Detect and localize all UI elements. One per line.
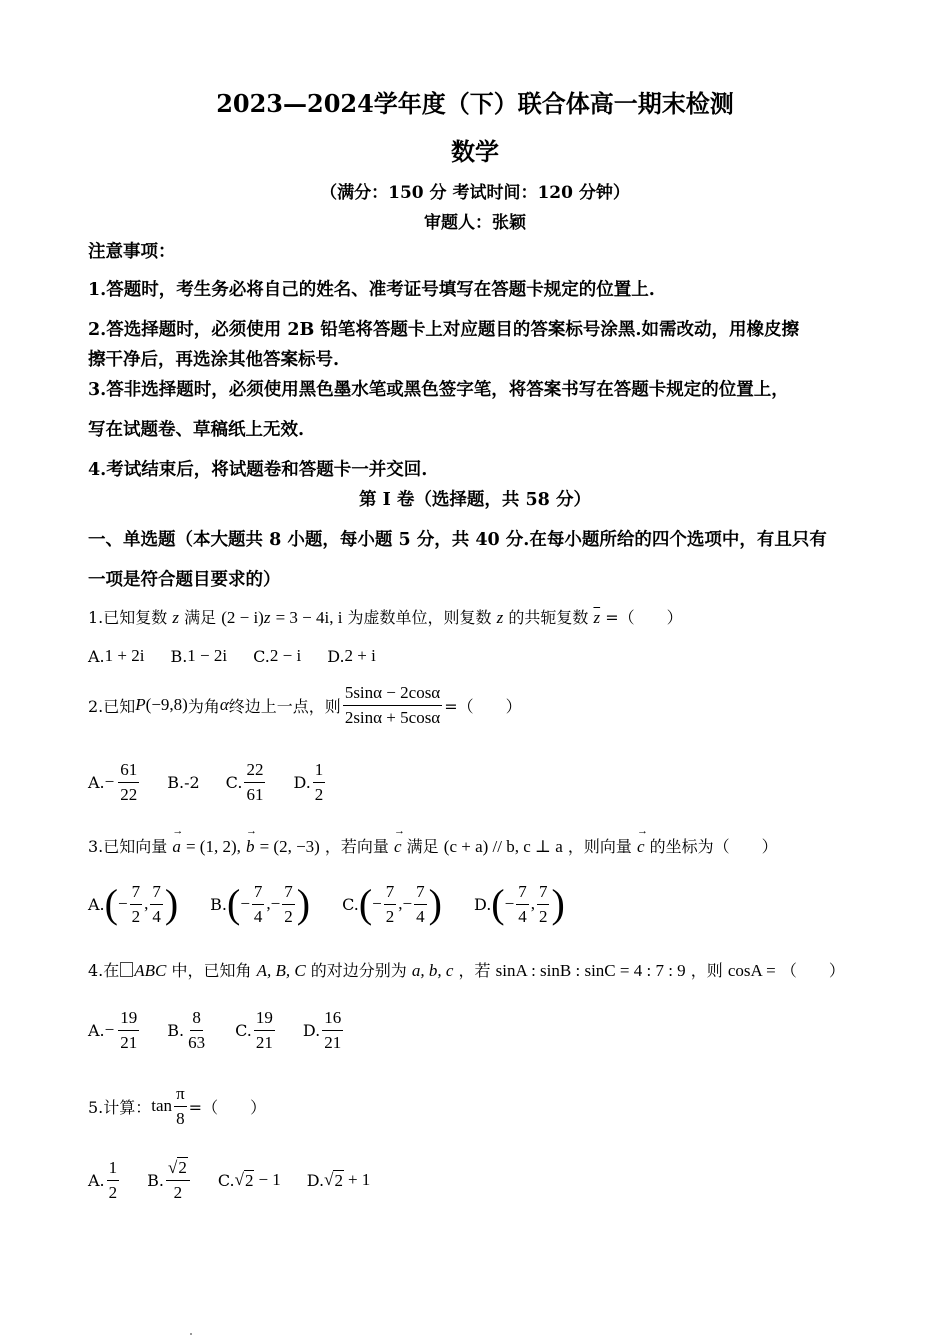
q2-option-c[interactable] bbox=[226, 760, 268, 804]
q1-option-a-value: 1 + 2i bbox=[104, 646, 145, 665]
q3-option-b[interactable] bbox=[210, 882, 310, 926]
q2-option-d-den: 2 bbox=[314, 784, 324, 804]
q3-option-c-label: C. bbox=[342, 894, 359, 914]
sqrt-icon: √ bbox=[234, 1170, 244, 1190]
q4-triangle-name: ABC bbox=[134, 961, 167, 980]
q2-fraction-den: 2sinα + 5cosα bbox=[344, 707, 441, 727]
q1-text-2: 为虚数单位，则复数 bbox=[347, 608, 492, 627]
q4-text-1: 中，已知角 bbox=[171, 961, 252, 980]
q4-text-4: ，则 bbox=[690, 961, 723, 980]
q3-prefix: 3.已知向量 bbox=[88, 837, 168, 856]
q4-option-d[interactable] bbox=[303, 1008, 345, 1052]
q3-option-d-frac-1 bbox=[516, 882, 529, 926]
right-paren-icon: ) bbox=[164, 881, 179, 927]
q4-text-2: 的对边分别为 bbox=[310, 961, 407, 980]
q3-option-c-sign-2: − bbox=[402, 894, 413, 914]
q2-text-3: =（ ） bbox=[444, 696, 522, 716]
q1-option-a[interactable] bbox=[88, 646, 144, 666]
q3-option-d[interactable] bbox=[474, 882, 565, 926]
q5-option-b-frac bbox=[166, 1158, 190, 1202]
q5-option-a-frac bbox=[107, 1158, 120, 1202]
q5-option-c-radicand: 2 bbox=[244, 1170, 254, 1190]
q3-option-b-den-2: 2 bbox=[284, 906, 293, 926]
q2-option-a-num: 61 bbox=[118, 760, 139, 783]
q4-option-d-den: 21 bbox=[324, 1032, 342, 1052]
triangle-symbol-icon bbox=[120, 962, 133, 977]
notice-item-2-line-2: 擦干净后，再选涂其他答案标号. bbox=[88, 350, 340, 370]
q3-option-a-den-1: 2 bbox=[131, 906, 141, 926]
q4-option-a-sign: − bbox=[104, 1020, 115, 1040]
q3-option-d-sign-1: − bbox=[504, 894, 515, 914]
section-heading-line-1: 一、单选题（本大题共 8 小题，每小题 5 分，共 40 分.在每小题所给的四个选项中，有且只有 bbox=[88, 530, 827, 550]
q5-fraction-den: 8 bbox=[176, 1108, 185, 1128]
q3-option-c-num-2: 7 bbox=[414, 882, 427, 905]
q1-equation: = 3 − 4i, i bbox=[275, 608, 343, 627]
sqrt-icon: √ bbox=[167, 1158, 178, 1177]
q3-text-3: ，则向量 bbox=[567, 837, 632, 856]
q4-option-b-label: B. bbox=[167, 1020, 185, 1040]
q1-option-c[interactable] bbox=[253, 646, 301, 666]
notice-item-3-line-1: 3.答非选择题时，必须使用黑色墨水笔或黑色签字笔，将答案书写在答题卡规定的位置上， bbox=[88, 380, 789, 400]
q3-vector-b-value: = (2, −3) bbox=[259, 837, 320, 856]
q1-var-z-2: z bbox=[263, 608, 271, 627]
sqrt-icon: √ bbox=[324, 1170, 334, 1190]
q5-option-b-num bbox=[166, 1158, 190, 1181]
q5-option-c[interactable] bbox=[218, 1170, 281, 1191]
q2-options bbox=[88, 760, 327, 804]
q4-option-a-num: 19 bbox=[118, 1008, 139, 1031]
q3-option-d-label: D. bbox=[473, 894, 492, 914]
q4-option-b-frac bbox=[186, 1008, 207, 1052]
q3-option-d-num-2: 7 bbox=[537, 882, 550, 905]
q1-var-z: z bbox=[172, 608, 179, 627]
q4-options bbox=[88, 1008, 345, 1052]
q2-prefix: 2.已知 bbox=[88, 696, 136, 716]
question-5 bbox=[88, 1084, 266, 1128]
q1-text-4: =（ ） bbox=[605, 608, 683, 627]
q5-option-a-num: 1 bbox=[107, 1158, 120, 1181]
q3-option-b-num-2: 7 bbox=[282, 882, 295, 905]
q4-option-a-label: A. bbox=[88, 1020, 105, 1040]
q3-option-c-sign-1: − bbox=[372, 894, 382, 914]
q3-option-a-num-2: 7 bbox=[150, 882, 163, 905]
q2-option-c-den: 61 bbox=[246, 784, 264, 804]
q2-option-c-label: C. bbox=[225, 772, 243, 792]
q5-option-d-radicand: 2 bbox=[334, 1170, 343, 1190]
q3-vector-a-value: = (1, 2), bbox=[185, 837, 241, 856]
question-4 bbox=[88, 958, 845, 981]
q1-paren: (2 − i) bbox=[221, 608, 264, 627]
q1-option-b-label: B. bbox=[170, 646, 188, 666]
q2-text-2: 终边上一点，则 bbox=[228, 696, 341, 716]
subject-title: 数学 bbox=[451, 137, 499, 166]
q1-option-a-label: A. bbox=[88, 646, 105, 666]
q4-option-c-den: 21 bbox=[255, 1032, 273, 1052]
q3-option-c-frac-2 bbox=[414, 882, 427, 926]
q4-option-a[interactable] bbox=[88, 1008, 141, 1052]
q1-options bbox=[88, 646, 376, 666]
q4-option-c[interactable] bbox=[235, 1008, 277, 1052]
q5-text-1: =（ ） bbox=[188, 1097, 267, 1117]
q5-option-d-label: D. bbox=[306, 1170, 325, 1190]
q5-option-b-label: B. bbox=[147, 1170, 164, 1190]
right-paren-icon: ) bbox=[296, 881, 311, 927]
q2-option-a-label: A. bbox=[88, 772, 105, 792]
left-paren-icon: ( bbox=[104, 881, 118, 927]
q5-option-a-label: A. bbox=[88, 1170, 105, 1190]
part-heading: 第 I 卷（选择题，共 58 分） bbox=[359, 490, 591, 510]
notice-heading: 注意事项： bbox=[88, 242, 176, 262]
q2-text-1: 为角 bbox=[187, 696, 220, 716]
notice-item-1: 1.答题时，考生务必将自己的姓名、准考证号填写在答题卡规定的位置上. bbox=[88, 280, 655, 300]
question-3 bbox=[88, 834, 778, 857]
q4-option-b[interactable] bbox=[167, 1008, 209, 1052]
q5-option-a[interactable] bbox=[88, 1158, 121, 1202]
q3-option-b-num-1: 7 bbox=[252, 882, 265, 905]
q4-option-c-frac bbox=[254, 1008, 275, 1052]
comma-icon: , bbox=[266, 894, 271, 914]
left-paren-icon: ( bbox=[491, 881, 505, 927]
q1-option-d[interactable] bbox=[327, 646, 376, 666]
q5-tan: tan bbox=[151, 1096, 173, 1116]
right-paren-icon: ) bbox=[551, 881, 565, 927]
q3-option-a-num-1: 7 bbox=[130, 882, 143, 905]
q5-option-d[interactable] bbox=[307, 1170, 371, 1191]
q5-options bbox=[88, 1158, 370, 1202]
q1-var-z-3: z bbox=[496, 608, 504, 627]
q4-sides: a, b, c bbox=[411, 961, 454, 980]
q2-alpha: α bbox=[219, 695, 229, 715]
q1-text-3: 的共轭复数 bbox=[508, 608, 589, 627]
exam-title: 2023—2024学年度（下）联合体高一期末检测 bbox=[216, 89, 734, 118]
q2-option-a-frac bbox=[118, 760, 139, 804]
q3-option-d-den-2: 2 bbox=[538, 906, 548, 926]
q3-option-b-sign-1: − bbox=[240, 894, 250, 914]
q3-option-a-label: A. bbox=[88, 894, 105, 914]
q5-prefix: 5.计算： bbox=[88, 1097, 152, 1117]
q4-option-c-num: 19 bbox=[254, 1008, 275, 1031]
question-1 bbox=[88, 605, 683, 628]
q3-option-d-den-1: 4 bbox=[518, 906, 527, 926]
q4-option-a-frac bbox=[118, 1008, 139, 1052]
q4-option-d-frac bbox=[322, 1008, 343, 1052]
q3-vector-b: → b bbox=[246, 837, 255, 857]
q3-vector-c: → c bbox=[394, 837, 402, 857]
q2-fraction bbox=[343, 683, 442, 727]
q5-option-b-den: 2 bbox=[173, 1182, 183, 1202]
q4-option-b-num: 8 bbox=[190, 1008, 203, 1031]
q3-option-a-frac-2 bbox=[150, 882, 163, 926]
q3-option-c-den-1: 2 bbox=[385, 906, 395, 926]
q3-text-2: 满足 bbox=[406, 837, 439, 856]
comma-icon: , bbox=[144, 894, 149, 914]
q3-option-a-den-2: 4 bbox=[152, 906, 161, 926]
q4-ratio: sinA : sinB : sinC = 4 : 7 : 9 bbox=[495, 961, 686, 980]
q3-vector-a: → a bbox=[172, 837, 181, 857]
left-paren-icon: ( bbox=[226, 881, 241, 927]
q5-option-b[interactable] bbox=[147, 1158, 192, 1202]
q4-option-d-label: D. bbox=[302, 1020, 321, 1040]
q5-option-c-label: C. bbox=[217, 1170, 235, 1190]
q2-option-c-num: 22 bbox=[244, 760, 265, 783]
q1-option-d-value: 2 + i bbox=[344, 646, 376, 665]
q5-fraction-num: π bbox=[174, 1084, 187, 1107]
q4-angles: A, B, C bbox=[256, 961, 306, 980]
right-paren-icon: ) bbox=[428, 881, 442, 927]
q4-option-a-den: 21 bbox=[120, 1032, 138, 1052]
q4-option-c-label: C. bbox=[235, 1020, 252, 1040]
question-2 bbox=[88, 683, 522, 727]
q3-option-b-frac-2 bbox=[282, 882, 295, 926]
q2-option-d-frac bbox=[313, 760, 326, 804]
q1-option-b-value: 1 − 2i bbox=[187, 646, 228, 665]
q4-ask: cosA = bbox=[727, 961, 776, 980]
q2-option-b-label: B.-2 bbox=[167, 772, 200, 792]
q5-option-b-radicand: 2 bbox=[178, 1158, 187, 1177]
q4-text-5: （ ） bbox=[780, 961, 845, 980]
q3-vector-c-2: → c bbox=[637, 837, 645, 857]
q1-option-d-label: D. bbox=[327, 646, 345, 666]
comma-icon: , bbox=[530, 894, 535, 914]
scan-dot bbox=[190, 1333, 192, 1335]
q3-text-4: 的坐标为（ ） bbox=[649, 837, 778, 856]
q3-option-a-sign-1: − bbox=[117, 894, 128, 914]
q3-option-c-num-1: 7 bbox=[384, 882, 397, 905]
reviewer: 审题人：张颖 bbox=[424, 213, 526, 233]
notice-item-4: 4.考试结束后，将试题卷和答题卡一并交回. bbox=[88, 460, 428, 480]
section-heading-line-2: 一项是符合题目要求的） bbox=[88, 570, 281, 590]
q2-option-a[interactable] bbox=[88, 760, 141, 804]
q5-option-a-den: 2 bbox=[108, 1182, 118, 1202]
notice-item-2-line-1: 2.答选择题时，必须使用 2B 铅笔将答题卡上对应题目的答案标号涂黑.如需改动，用橡皮擦 bbox=[88, 320, 800, 340]
exam-info: （满分：150 分 考试时间：120 分钟） bbox=[320, 183, 630, 203]
q2-option-d[interactable] bbox=[293, 760, 327, 804]
q1-option-c-label: C. bbox=[253, 646, 270, 666]
q5-option-c-rest: − 1 bbox=[258, 1170, 281, 1190]
q3-option-d-frac-2 bbox=[537, 882, 550, 926]
q2-option-d-label: D. bbox=[293, 772, 311, 792]
q4-prefix: 4.在 bbox=[88, 961, 120, 980]
q3-option-a[interactable] bbox=[88, 882, 178, 926]
q3-option-b-frac-1 bbox=[252, 882, 265, 926]
notice-item-3-line-2: 写在试题卷、草稿纸上无效. bbox=[88, 420, 305, 440]
q3-condition: (c + a) // b, c ⊥ a bbox=[443, 837, 563, 856]
q5-option-d-rest: + 1 bbox=[347, 1170, 371, 1190]
comma-icon: , bbox=[398, 894, 403, 914]
q3-option-a-frac-1 bbox=[130, 882, 143, 926]
q3-option-d-num-1: 7 bbox=[516, 882, 529, 905]
q1-option-c-value: 2 − i bbox=[269, 646, 302, 665]
q1-prefix: 1.已知复数 bbox=[88, 608, 168, 627]
q2-option-b[interactable] bbox=[167, 773, 199, 792]
q3-text-1: ，若向量 bbox=[324, 837, 389, 856]
q2-option-a-den: 22 bbox=[120, 784, 138, 804]
q3-option-b-label: B. bbox=[210, 894, 227, 914]
q1-option-b[interactable] bbox=[170, 646, 227, 666]
left-paren-icon: ( bbox=[358, 881, 373, 927]
q3-option-c-frac-1 bbox=[384, 882, 397, 926]
q3-option-b-sign-2: − bbox=[270, 894, 281, 914]
q3-options bbox=[88, 882, 565, 926]
q2-option-d-num: 1 bbox=[313, 760, 326, 783]
q2-fraction-num: 5sinα − 2cosα bbox=[343, 683, 442, 706]
q4-option-d-num: 16 bbox=[322, 1008, 343, 1031]
q3-option-b-den-1: 4 bbox=[253, 906, 263, 926]
q3-option-c[interactable] bbox=[342, 882, 442, 926]
q2-option-c-frac bbox=[244, 760, 265, 804]
q3-option-c-den-2: 4 bbox=[416, 906, 425, 926]
q2-point-coords: (−9,8) bbox=[145, 695, 188, 715]
q2-point-name: P bbox=[135, 695, 146, 715]
q1-text-1: 满足 bbox=[184, 608, 217, 627]
q4-option-b-den: 63 bbox=[188, 1032, 206, 1052]
q4-text-3: ，若 bbox=[458, 961, 491, 980]
q2-option-a-sign: − bbox=[104, 772, 115, 792]
q1-conjugate-z: $\overline{z}$ bbox=[593, 608, 601, 627]
q5-fraction bbox=[174, 1084, 187, 1128]
